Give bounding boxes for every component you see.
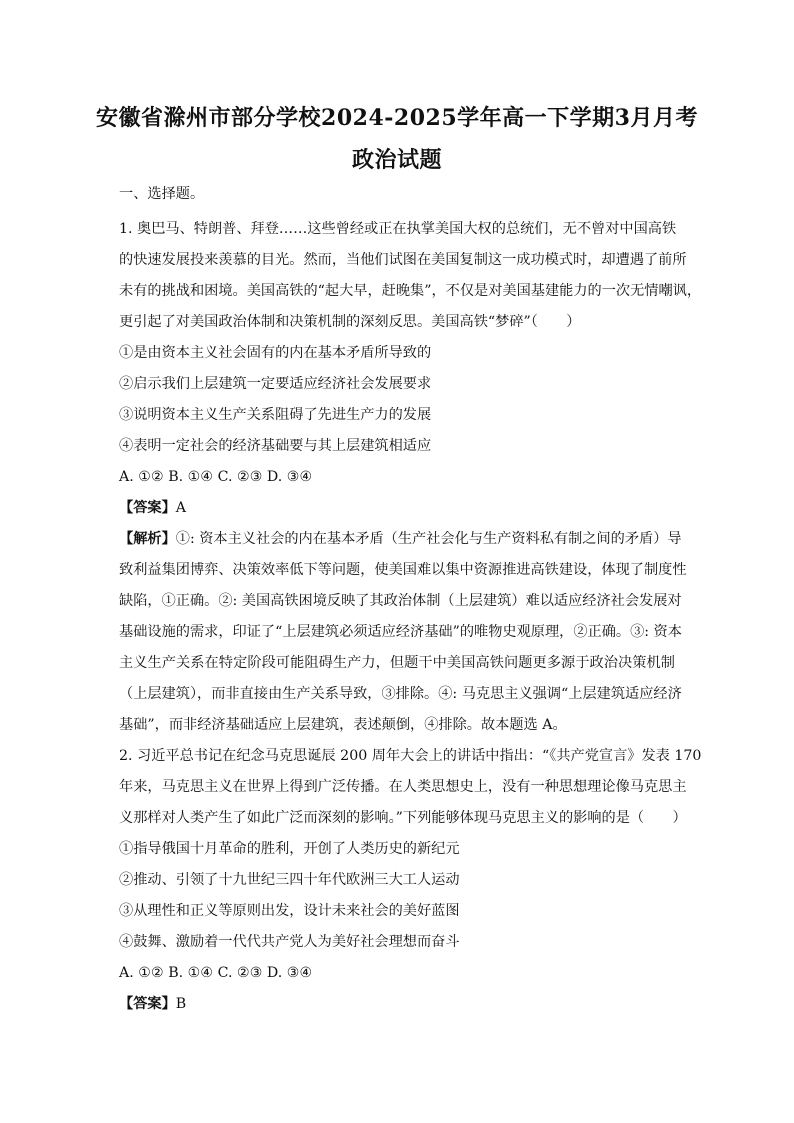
q2-statement: ④鼓舞、激励着一代代共产党人为美好社会理想而奋斗 bbox=[119, 934, 460, 950]
q1-answer bbox=[119, 498, 186, 518]
answer-label: 【答案】 bbox=[119, 500, 176, 516]
answer-label: 【答案】 bbox=[119, 996, 176, 1012]
q2-statement: ③从理性和正义等原则出发，设计未来社会的美好蓝图 bbox=[119, 903, 460, 919]
q1-analysis-line: 主义生产关系在特定阶段可能阻碍生产力，但题干中美国高铁问题更多源于政治决策机制 bbox=[119, 655, 675, 671]
q1-statement: ①是由资本主义社会固有的内在基本矛盾所导致的 bbox=[119, 345, 432, 361]
q2-options: A. ①② B. ①④ C. ②③ D. ③④ bbox=[119, 965, 313, 981]
q1-analysis-line: 基础”，而非经济基础适应上层建筑，表述颠倒，④排除。故本题选 A。 bbox=[119, 717, 567, 733]
q1-statement: ②启示我们上层建筑一定要适应经济社会发展要求 bbox=[119, 376, 432, 392]
q1-statement: ④表明一定社会的经济基础要与其上层建筑相适应 bbox=[119, 438, 432, 454]
document-title: 安徽省滁州市部分学校2024-2025学年高一下学期3月月考 bbox=[96, 105, 698, 131]
q2-answer bbox=[119, 994, 186, 1014]
q1-analysis-line: （上层建筑），而非直接由生产关系导致，③排除。④: 马克思主义强调“上层建筑适应经济 bbox=[119, 686, 682, 702]
analysis-label: 【解析】 bbox=[119, 531, 176, 547]
q1-analysis-line: 基础设施的需求，印证了“上层建筑必须适应经济基础”的唯物史观原理，②正确。③: 资本 bbox=[119, 624, 682, 640]
q1-stem-line: 的快速发展投来羡慕的目光。然而，当他们试图在美国复制这一成功模式时，却遭遇了前所 bbox=[119, 252, 687, 268]
q1-analysis-line: 缺陷，①正确。②: 美国高铁困境反映了其政治体制（上层建筑）难以适应经济社会发展对 bbox=[119, 593, 682, 609]
q2-stem-line: 义那样对人类产生了如此广泛而深刻的影响。”下列能够体现马克思主义的影响的是（ ） bbox=[119, 810, 687, 826]
q1-analysis-line: 致利益集团博弈、决策效率低下等问题，使美国难以集中资源推进高铁建设，体现了制度性 bbox=[119, 562, 687, 578]
q2-statement: ②推动、引领了十九世纪三四十年代欧洲三大工人运动 bbox=[119, 872, 460, 888]
analysis-text: ①: 资本主义社会的内在基本矛盾（生产社会化与生产资料私有制之间的矛盾）导 bbox=[175, 531, 682, 547]
q2-stem-line: 年来，马克思主义在世界上得到广泛传播。在人类思想史上，没有一种思想理论像马克思主 bbox=[119, 779, 687, 795]
q2-statement: ①指导俄国十月革命的胜利，开创了人类历史的新纪元 bbox=[119, 841, 460, 857]
q1-stem-line: 未有的挑战和困境。美国高铁的“起大早，赶晚集”，不仅是对美国基建能力的一次无情嘲讽， bbox=[119, 283, 702, 299]
document-subtitle: 政治试题 bbox=[351, 147, 442, 173]
q1-statement: ③说明资本主义生产关系阻碍了先进生产力的发展 bbox=[119, 407, 432, 423]
q1-analysis-line bbox=[119, 529, 682, 549]
q1-stem-line: 更引起了对美国政治体制和决策机制的深刻反思。美国高铁“梦碎”（ ） bbox=[119, 314, 581, 330]
q2-stem-line: 2. 习近平总书记在纪念马克思诞辰 200 周年大会上的讲话中指出：“《共产党宣言》发表 170 bbox=[119, 748, 702, 764]
q1-stem-line: 1. 奥巴马、特朗普、拜登……这些曾经或正在执掌美国大权的总统们，无不曾对中国高铁 bbox=[119, 221, 677, 237]
section-heading: 一、选择题。 bbox=[119, 186, 205, 202]
answer-value: A bbox=[175, 500, 187, 516]
q1-options: A. ①② B. ①④ C. ②③ D. ③④ bbox=[119, 469, 313, 485]
answer-value: B bbox=[175, 996, 187, 1012]
